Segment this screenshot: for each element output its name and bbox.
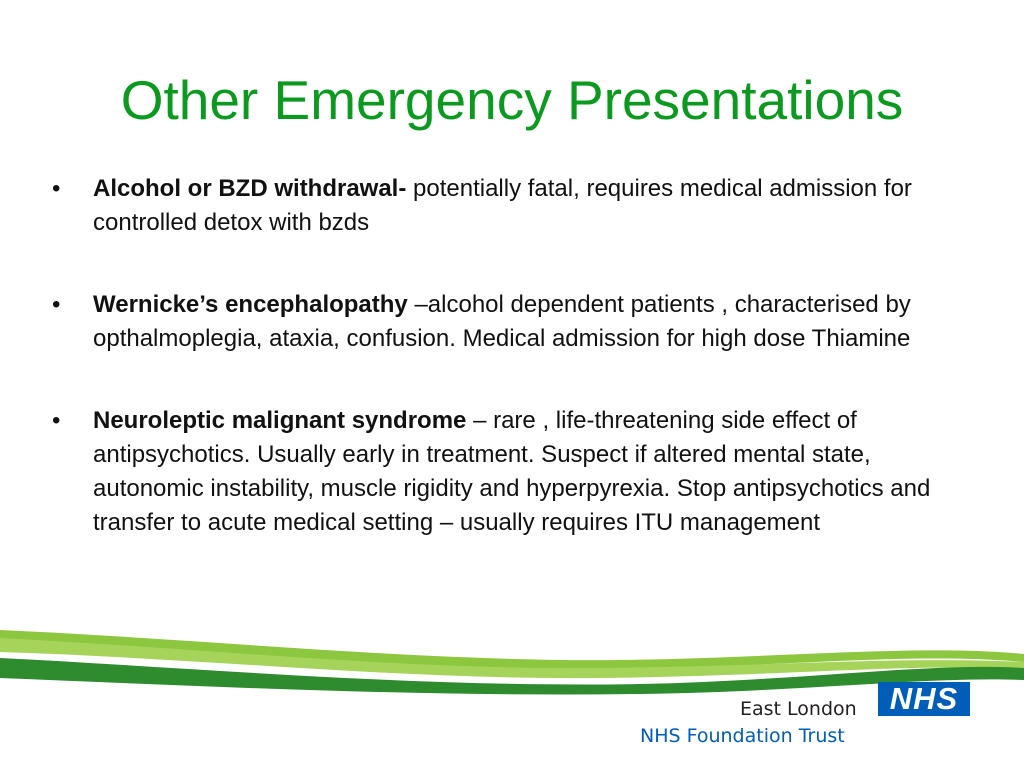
bullet-text: –alcohol dependent patients , characterised by opthalmoplegia, ataxia, confusion. Medical admission for high dose Thiamine xyxy=(93,291,911,352)
bullet-item-alcohol-withdrawal xyxy=(52,172,982,240)
bullet-heading: Alcohol or BZD withdrawal- xyxy=(93,175,407,202)
bullet-item-wernicke xyxy=(52,288,982,356)
bullet-marker: • xyxy=(52,407,61,434)
bullet-text: – rare , life-threatening side effect of antipsychotics. Usually early in treatment. Suspect if altered mental state, autonomic instability, muscle rigidity and hyperpyrexia. Stop antipsychotics and transfer to acute medical setting – usually requires ITU management xyxy=(93,407,931,536)
org-name: East London xyxy=(740,698,857,720)
bullet-item-nms xyxy=(52,404,982,540)
bullet-text: potentially fatal, requires medical admission for controlled detox with bzds xyxy=(93,175,912,236)
nhs-trust-logo xyxy=(640,680,980,750)
nhs-logo-mark: NHS xyxy=(878,682,970,716)
bullet-list xyxy=(52,172,982,540)
bullet-marker: • xyxy=(52,175,61,202)
org-subtitle: NHS Foundation Trust xyxy=(640,725,845,747)
bullet-heading: Neuroleptic malignant syndrome xyxy=(93,407,467,434)
bullet-heading: Wernicke’s encephalopathy xyxy=(93,291,408,318)
bullet-marker: • xyxy=(52,291,61,318)
slide-title: Other Emergency Presentations xyxy=(120,69,904,131)
